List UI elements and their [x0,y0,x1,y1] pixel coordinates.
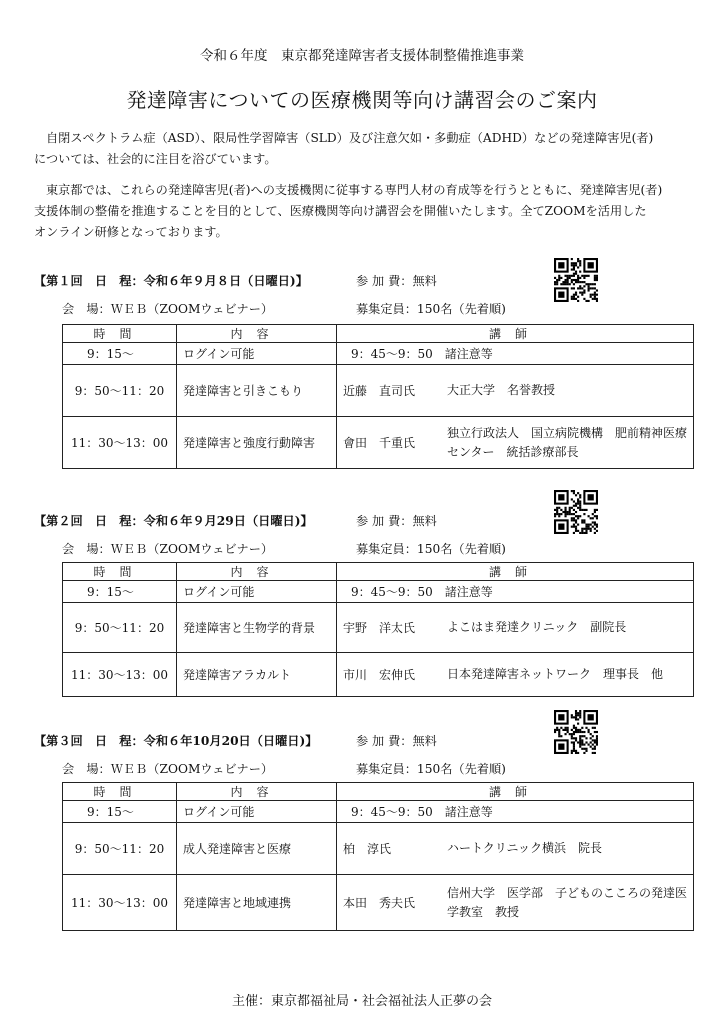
session-date-label: 【第１回 日 程：令和６年９月８日（日曜日)】 [34,274,308,288]
row-time: 11：30～13：00 [63,875,177,931]
table-row [63,653,694,697]
organizer-footer: 主催：東京都福祉局・社会福祉法人正夢の会 [231,994,492,1009]
row-time: 11：30～13：00 [63,417,177,469]
schedule-table [62,562,694,697]
row-speaker-cell [337,875,694,931]
row-content: 発達障害と強度行動障害 [177,417,337,469]
col-header-time: 時間 [63,563,177,581]
table-row [63,801,694,823]
intro-line: オンライン研修となっております。 [34,225,228,239]
qr-code-icon[interactable] [554,258,598,302]
schedule-table [62,782,694,931]
col-header-time: 時間 [63,783,177,801]
row-time: 11：30～13：00 [63,653,177,697]
col-header-content: 内容 [177,783,337,801]
intro-line: 支援体制の整備を推進することを目的として、医療機関等向け講習会を開催いたします。全てZOOMを活用した [34,204,647,218]
session-venue-label: 会 場：ＷＥＢ（ZOOMウェビナー） [62,302,274,316]
row-content: 発達障害と生物学的背景 [177,603,337,653]
col-header-content: 内容 [177,563,337,581]
row-time: 9：50～11：20 [63,365,177,417]
page-title: 発達障害についての医療機関等向け講習会のご案内 [126,88,598,112]
col-header-content: 内容 [177,325,337,343]
subtitle: 令和６年度 東京都発達障害者支援体制整備推進事業 [200,48,524,64]
row-speaker: 9：45～9：50 諸注意等 [337,801,694,823]
session-venue-label: 会 場：ＷＥＢ（ZOOMウェビナー） [62,762,274,776]
session-fee: 参 加 費：無料 [356,514,437,528]
session-date-label: 【第３回 日 程：令和６年10月20日（日曜日)】 [34,734,318,748]
row-content: ログイン可能 [177,801,337,823]
row-speaker-cell [337,365,694,417]
intro-paragraph-1 [34,128,694,170]
qr-code-icon[interactable] [554,490,598,534]
row-content: ログイン可能 [177,343,337,365]
row-speaker-cell [337,823,694,875]
session-venue [62,300,506,317]
row-content: 発達障害と引きこもり [177,365,337,417]
speaker-affiliation: 独立行政法人 国立病院機構 肥前精神医療センター 統括診療部長 [447,425,688,459]
session-capacity: 募集定員：150名（先着順) [356,542,506,556]
session-2 [34,512,694,702]
session-date [34,732,437,749]
speaker-name: 市川 宏伸氏 [343,668,416,682]
col-header-speaker: 講師 [337,783,694,801]
row-content: 発達障害アラカルト [177,653,337,697]
table-row [63,581,694,603]
row-speaker-cell [337,417,694,469]
qr-code-icon[interactable] [554,710,598,754]
speaker-affiliation: よこはま発達クリニック 副院長 [447,620,627,634]
speaker-name: 近藤 直司氏 [343,384,416,398]
speaker-affiliation: 信州大学 医学部 子どものこころの発達医学教室 教授 [447,885,688,919]
intro-line: 東京都では、これらの発達障害児(者)への支援機関に従事する専門人材の育成等を行うとともに、発達障害児(者) [46,183,663,197]
row-content: ログイン可能 [177,581,337,603]
row-time: 9：15～ [63,801,177,823]
speaker-name: 本田 秀夫氏 [343,896,416,910]
speaker-name: 宇野 洋太氏 [343,621,416,635]
session-capacity: 募集定員：150名（先着順) [356,762,506,776]
table-row [63,343,694,365]
table-row [63,603,694,653]
session-date-label: 【第２回 日 程：令和６年９月29日（日曜日)】 [34,514,313,528]
session-date [34,512,437,529]
row-time: 9：15～ [63,343,177,365]
row-time: 9：15～ [63,581,177,603]
session-capacity: 募集定員：150名（先着順) [356,302,506,316]
session-3 [34,732,694,922]
row-content: 発達障害と地域連携 [177,875,337,931]
session-venue-label: 会 場：ＷＥＢ（ZOOMウェビナー） [62,542,274,556]
session-venue [62,540,506,557]
table-row [63,823,694,875]
table-row [63,365,694,417]
row-speaker: 9：45～9：50 諸注意等 [337,343,694,365]
intro-line: については、社会的に注目を浴びています。 [34,152,277,166]
col-header-speaker: 講師 [337,563,694,581]
row-time: 9：50～11：20 [63,603,177,653]
speaker-affiliation: ハートクリニック横浜 院長 [447,841,603,855]
row-speaker-cell [337,653,694,697]
row-time: 9：50～11：20 [63,823,177,875]
table-header-row [63,783,694,801]
speaker-affiliation: 大正大学 名誉教授 [447,383,556,397]
session-fee: 参 加 費：無料 [356,734,437,748]
intro-line: 自閉スペクトラム症（ASD）、限局性学習障害（SLD）及び注意欠如・多動症（ADHD）などの発達障害児(者) [46,131,654,145]
table-header-row [63,563,694,581]
table-row [63,875,694,931]
row-speaker: 9：45～9：50 諸注意等 [337,581,694,603]
table-header-row [63,325,694,343]
table-row [63,417,694,469]
row-speaker-cell [337,603,694,653]
session-venue [62,760,506,777]
session-1 [34,272,694,462]
speaker-name: 柏 淳氏 [343,842,392,856]
col-header-time: 時間 [63,325,177,343]
schedule-table [62,324,694,469]
col-header-speaker: 講師 [337,325,694,343]
row-content: 成人発達障害と医療 [177,823,337,875]
session-fee: 参 加 費：無料 [356,274,437,288]
speaker-name: 會田 千重氏 [343,436,416,450]
intro-paragraph-2 [34,180,694,243]
speaker-affiliation: 日本発達障害ネットワーク 理事長 他 [447,667,664,681]
session-date [34,272,437,289]
